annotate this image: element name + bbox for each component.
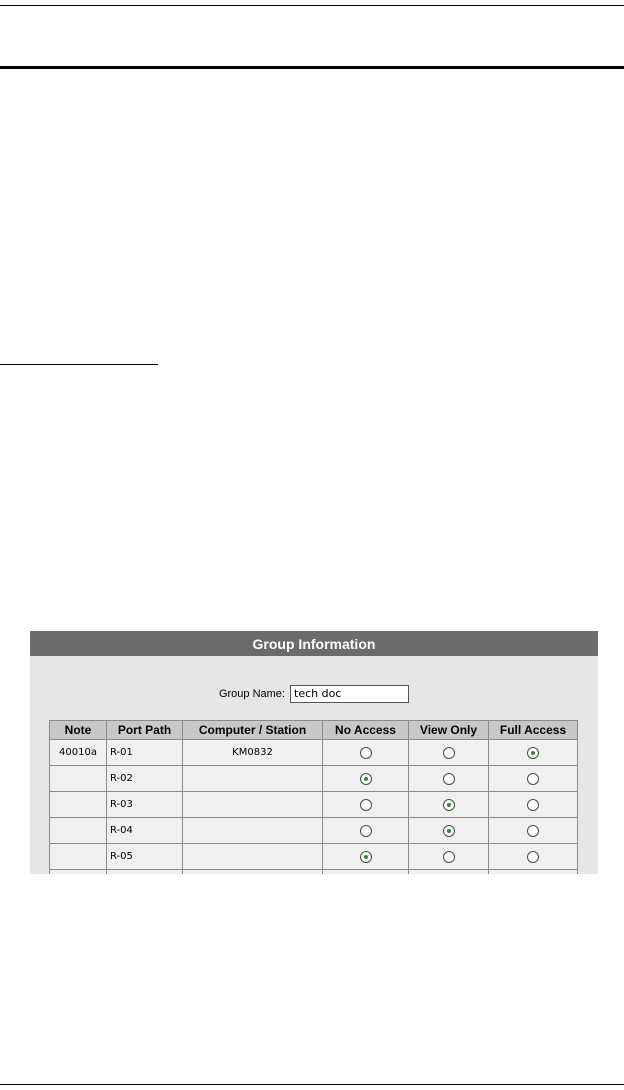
computer-station-cell xyxy=(183,792,323,818)
note-cell xyxy=(50,766,107,792)
access-option-cell xyxy=(323,818,409,844)
empty-cell xyxy=(107,870,183,875)
empty-cell xyxy=(489,870,578,875)
note-cell xyxy=(50,844,107,870)
note-cell: 40010a xyxy=(50,740,107,766)
access-option-cell xyxy=(323,792,409,818)
table-row xyxy=(50,766,578,792)
group-name-row xyxy=(30,685,598,703)
empty-cell xyxy=(409,870,489,875)
view-only-radio[interactable] xyxy=(443,851,455,863)
access-option-cell xyxy=(489,844,578,870)
access-option-cell xyxy=(489,766,578,792)
view-only-radio[interactable] xyxy=(443,747,455,759)
port-path-cell: R-02 xyxy=(107,766,183,792)
access-option-cell xyxy=(489,818,578,844)
port-path-cell: R-01 xyxy=(107,740,183,766)
table-header-row xyxy=(50,721,578,740)
access-option-cell xyxy=(409,740,489,766)
access-option-cell xyxy=(489,792,578,818)
no-access-radio[interactable] xyxy=(360,799,372,811)
access-option-cell xyxy=(409,792,489,818)
computer-station-cell: KM0832 xyxy=(183,740,323,766)
no-access-radio[interactable] xyxy=(360,747,372,759)
access-option-cell xyxy=(409,844,489,870)
col-header-port-path: Port Path xyxy=(107,721,183,740)
col-header-note: Note xyxy=(50,721,107,740)
view-only-radio[interactable] xyxy=(443,799,455,811)
computer-station-cell xyxy=(183,844,323,870)
no-access-radio[interactable] xyxy=(360,851,372,863)
empty-cell xyxy=(323,870,409,875)
col-header-computer-station: Computer / Station xyxy=(183,721,323,740)
computer-station-cell xyxy=(183,766,323,792)
port-path-cell: R-04 xyxy=(107,818,183,844)
port-path-cell: R-03 xyxy=(107,792,183,818)
full-access-radio[interactable] xyxy=(527,825,539,837)
table-row xyxy=(50,844,578,870)
full-access-radio[interactable] xyxy=(527,747,539,759)
access-option-cell xyxy=(489,740,578,766)
col-header-no-access: No Access xyxy=(323,721,409,740)
footer-rule xyxy=(0,1084,624,1085)
view-only-radio[interactable] xyxy=(443,773,455,785)
access-option-cell xyxy=(323,766,409,792)
view-only-radio[interactable] xyxy=(443,825,455,837)
full-access-radio[interactable] xyxy=(527,799,539,811)
access-table xyxy=(49,720,578,874)
table-row xyxy=(50,792,578,818)
access-option-cell xyxy=(409,766,489,792)
table-row xyxy=(50,740,578,766)
section-underline xyxy=(0,364,158,365)
table-row xyxy=(50,818,578,844)
panel-title: Group Information xyxy=(30,631,598,656)
col-header-view-only: View Only xyxy=(409,721,489,740)
access-option-cell xyxy=(323,844,409,870)
group-information-panel xyxy=(30,631,598,874)
header-rule xyxy=(0,66,624,69)
full-access-radio[interactable] xyxy=(527,773,539,785)
computer-station-cell xyxy=(183,818,323,844)
empty-cell xyxy=(183,870,323,875)
table-row-partial xyxy=(50,870,578,875)
top-rule xyxy=(0,5,624,6)
group-name-label: Group Name: xyxy=(218,688,285,700)
port-path-cell: R-05 xyxy=(107,844,183,870)
access-option-cell xyxy=(323,740,409,766)
col-header-full-access: Full Access xyxy=(489,721,578,740)
no-access-radio[interactable] xyxy=(360,825,372,837)
group-name-input[interactable]: tech doc xyxy=(290,685,409,703)
no-access-radio[interactable] xyxy=(360,773,372,785)
access-option-cell xyxy=(409,818,489,844)
full-access-radio[interactable] xyxy=(527,851,539,863)
empty-cell xyxy=(50,870,107,875)
note-cell xyxy=(50,818,107,844)
note-cell xyxy=(50,792,107,818)
